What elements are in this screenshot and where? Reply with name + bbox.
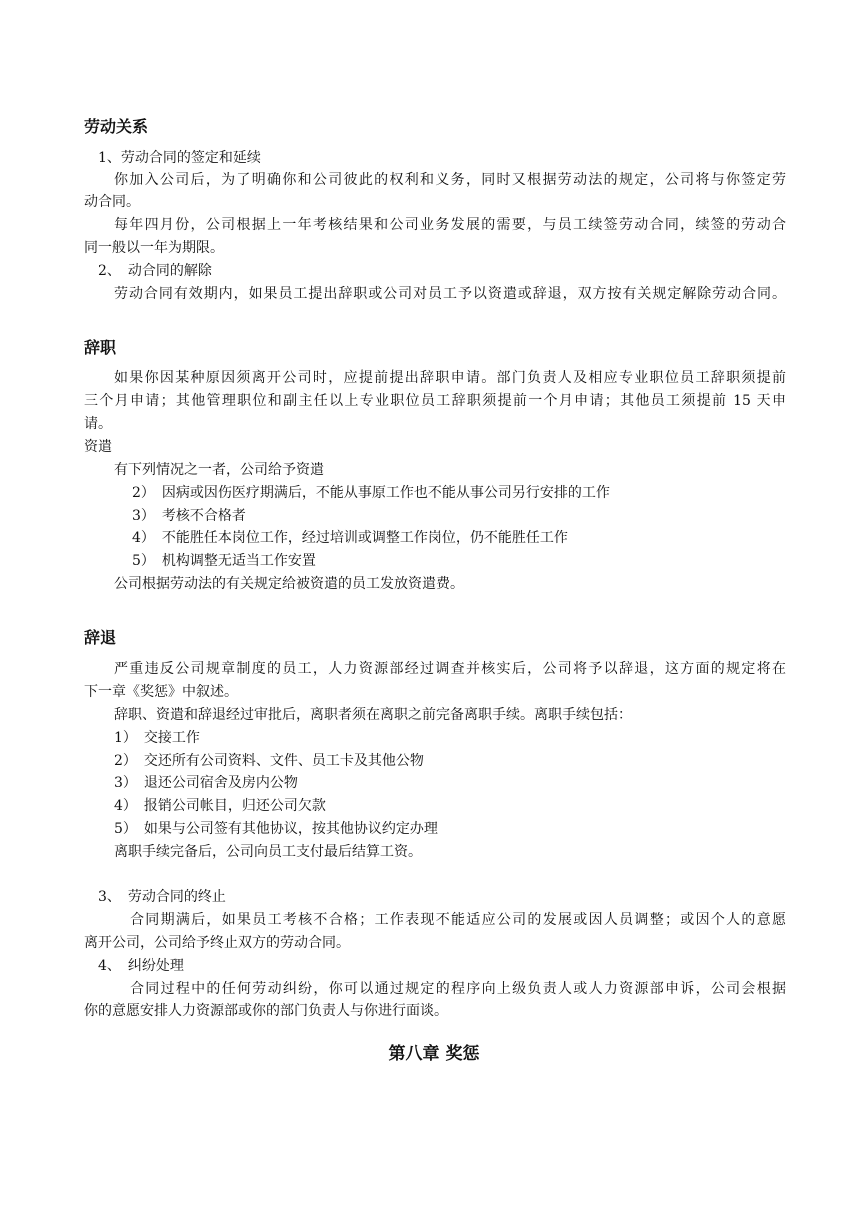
heading-labor-relations: 劳动关系 (84, 117, 149, 136)
procedure-list-item: 5） 如果与公司签有其他协议，按其他协议约定办理 (114, 821, 438, 837)
heading-dismissal: 辞退 (84, 628, 117, 647)
item1-paragraph-line: 动合同。 (84, 194, 140, 210)
dismiss-closing: 离职手续完备后，公司向员工支付最后结算工资。 (114, 844, 422, 860)
item4-paragraph-line: 合同过程中的任何劳动纠纷，你可以通过规定的程序向上级负责人或人力资源部申诉，公司会根据 (130, 981, 786, 997)
item1-title: 1、劳动合同的签定和延续 (98, 150, 261, 166)
item4-title: 4、 纠纷处理 (98, 958, 184, 974)
item4-paragraph-line: 你的意愿安排人力资源部或你的部门负责人与你进行面谈。 (84, 1003, 448, 1019)
item2-title: 2、 动合同的解除 (98, 263, 212, 279)
procedure-list-item: 4） 报销公司帐目，归还公司欠款 (114, 798, 326, 814)
severance-list-item: 5） 机构调整无适当工作安置 (132, 553, 316, 569)
item3-paragraph-line: 合同期满后，如果员工考核不合格；工作表现不能适应公司的发展或因人员调整；或因个人的意愿 (130, 912, 786, 928)
severance-list-item: 2） 因病或因伤医疗期满后，不能从事原工作也不能从事公司另行安排的工作 (132, 485, 610, 501)
item1-paragraph-line: 你加入公司后，为了明确你和公司彼此的权利和义务，同时又根据劳动法的规定，公司将与你签定劳 (114, 172, 786, 188)
dismiss-procedures-intro: 辞职、资遣和辞退经过审批后，离职者须在离职之前完备离职手续。离职手续包括： (114, 707, 632, 723)
severance-list-item: 3） 考核不合格者 (132, 508, 246, 524)
procedure-list-item: 2） 交还所有公司资料、文件、员工卡及其他公物 (114, 753, 424, 769)
item1-paragraph-line: 每年四月份，公司根据上一年考核结果和公司业务发展的需要，与员工续签劳动合同，续签的劳动合 (114, 217, 786, 233)
severance-list-item: 4） 不能胜任本岗位工作，经过培训或调整工作岗位，仍不能胜任工作 (132, 530, 568, 546)
procedure-list-item: 3） 退还公司宿舍及房内公物 (114, 775, 298, 791)
dismiss-paragraph-line: 下一章《奖惩》中叙述。 (84, 684, 238, 700)
chapter-heading: 第八章 奖惩 (388, 1044, 480, 1064)
resign-paragraph-line: 三个月申请；其他管理职位和副主任以上专业职位员工辞职须提前一个月申请；其他员工须提前 15 天申 (84, 393, 786, 409)
dismiss-paragraph-line: 严重违反公司规章制度的员工，人力资源部经过调查并核实后，公司将予以辞退，这方面的规定将在 (114, 661, 786, 677)
item3-title: 3、 劳动合同的终止 (98, 889, 226, 905)
severance-subheading: 资遣 (84, 439, 112, 455)
resign-paragraph-line: 如果你因某种原因须离开公司时，应提前提出辞职申请。部门负责人及相应专业职位员工辞职须提前 (114, 370, 786, 386)
item2-paragraph: 劳动合同有效期内，如果员工提出辞职或公司对员工予以资遣或辞退，双方按有关规定解除劳动合同。 (114, 286, 786, 302)
severance-intro: 有下列情况之一者，公司给予资遣 (114, 462, 324, 478)
resign-paragraph-line: 请。 (84, 416, 112, 432)
heading-resignation: 辞职 (84, 338, 117, 357)
procedure-list-item: 1） 交接工作 (114, 730, 200, 746)
item3-paragraph-line: 离开公司，公司给予终止双方的劳动合同。 (84, 935, 350, 951)
severance-closing: 公司根据劳动法的有关规定给被资遣的员工发放资遣费。 (114, 576, 464, 592)
item1-paragraph-line: 同一般以一年为期限。 (84, 240, 224, 256)
